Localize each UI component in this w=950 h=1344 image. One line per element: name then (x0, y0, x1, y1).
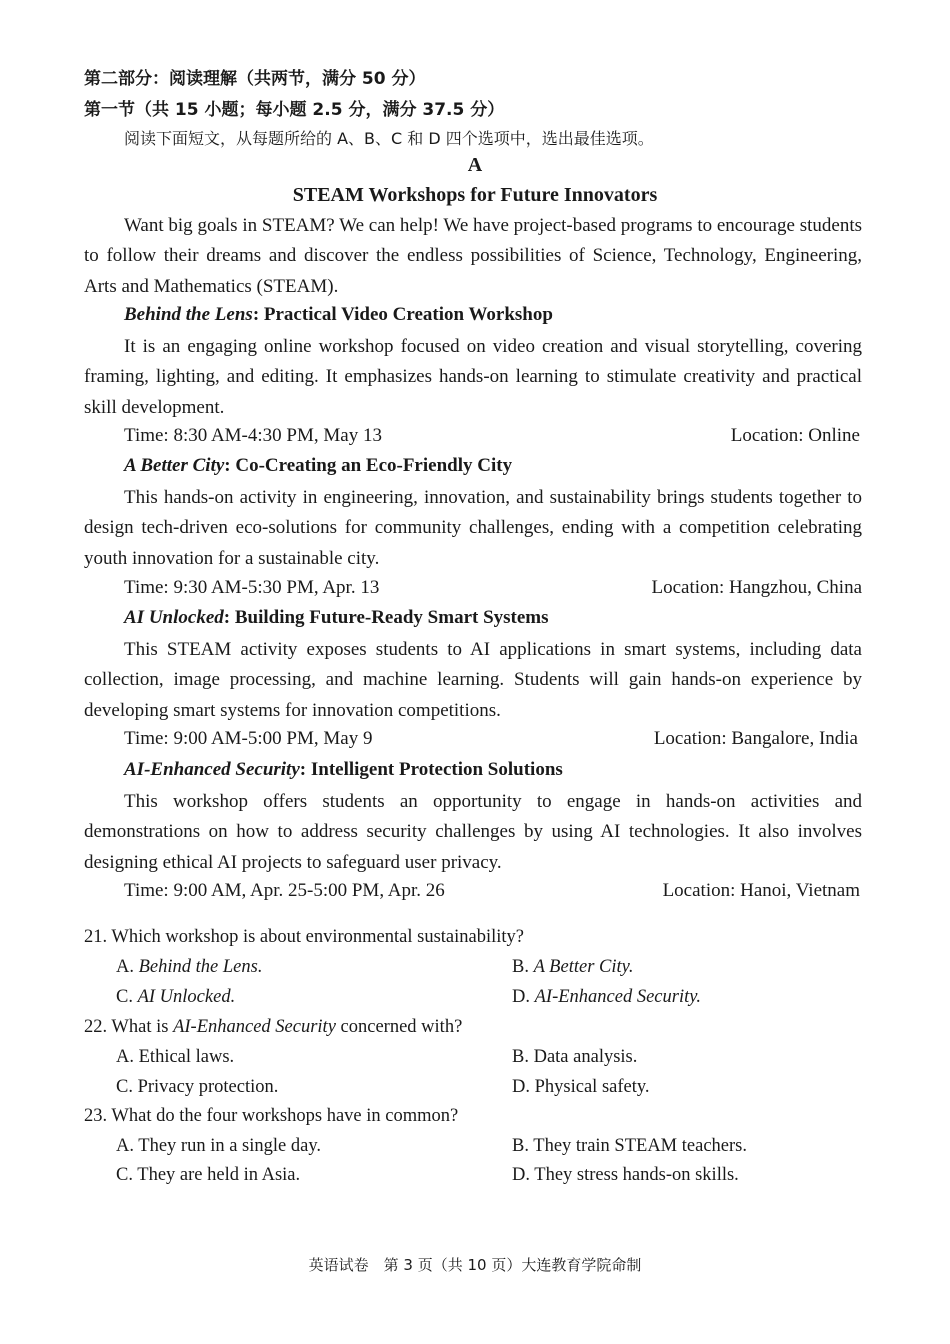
question-21: 21. Which workshop is about environmental sustainability? (84, 927, 524, 947)
workshop-heading-1 (124, 304, 553, 326)
instruction-text: 阅读下面短文，从每题所给的 A、B、C 和 D 四个选项中，选出最佳选项。 (124, 129, 654, 148)
workshop-name-1: Behind the Lens (124, 304, 253, 325)
question-23-option-d[interactable]: D. They stress hands-on skills. (512, 1165, 739, 1185)
question-23-option-a[interactable]: A. They run in a single day. (116, 1136, 322, 1156)
workshop-name-2: A Better City (124, 455, 225, 476)
workshop-name-3: AI Unlocked (124, 607, 224, 628)
workshop-location-2: Location: Hangzhou, China (651, 577, 862, 598)
page-footer: 英语试卷 第 3 页（共 10 页）大连教育学院命制 (308, 1256, 642, 1274)
section-heading: 第一节（共 15 小题；每小题 2.5 分，满分 37.5 分） (84, 100, 505, 120)
question-23: 23. What do the four workshops have in common? (84, 1106, 459, 1126)
passage-letter: A (467, 154, 483, 176)
question-22-option-d[interactable]: D. Physical safety. (512, 1077, 650, 1097)
workshop-description-3 (84, 635, 862, 726)
workshop-heading-2 (124, 455, 512, 477)
intro-paragraph (84, 211, 862, 302)
intro-text: Want big goals in STEAM? We can help! We have project-based programs to encourage students to follow their dreams and discover the endless possibilities of Science, Technology, Engineering, Arts and Mathematics (STEAM). (84, 215, 862, 297)
workshop-time-1: Time: 8:30 AM-4:30 PM, May 13 (124, 425, 382, 446)
part-heading: 第二部分：阅读理解（共两节，满分 50 分） (84, 69, 426, 89)
workshop-subtitle-4: : Intelligent Protection Solutions (299, 759, 563, 780)
question-23-option-b[interactable]: B. They train STEAM teachers. (512, 1136, 747, 1156)
question-21-option-a[interactable]: A. Behind the Lens. (116, 957, 263, 977)
workshop-description-text-2: This hands-on activity in engineering, innovation, and sustainability brings students together to design tech-driven eco-solutions for community challenges, ending with a competition celebrating youth innovation for a sustainable city. (84, 487, 862, 569)
workshop-location-4: Location: Hanoi, Vietnam (662, 880, 860, 901)
workshop-location-3: Location: Bangalore, India (653, 728, 858, 749)
question-21-option-c[interactable]: C. AI Unlocked. (116, 987, 236, 1007)
workshop-subtitle-3: : Building Future-Ready Smart Systems (223, 607, 549, 628)
workshop-description-2 (84, 483, 862, 574)
workshop-heading-3 (124, 607, 549, 629)
passage-title: STEAM Workshops for Future Innovators (292, 184, 658, 206)
workshop-description-text-1: It is an engaging online workshop focused on video creation and visual storytelling, covering framing, lighting, and editing. It emphasizes hands-on learning to stimulate creativity and practical skill development. (84, 336, 862, 418)
workshop-subtitle-2: : Co-Creating an Eco-Friendly City (224, 455, 513, 476)
question-22-option-b[interactable]: B. Data analysis. (512, 1047, 638, 1067)
question-22-option-c[interactable]: C. Privacy protection. (116, 1077, 279, 1097)
workshop-description-4 (84, 787, 862, 878)
workshop-location-1: Location: Online (730, 425, 860, 446)
workshop-description-text-3: This STEAM activity exposes students to AI applications in smart systems, including data collection, image processing, and machine learning. Students will gain hands-on experience by developing smart systems for innovation competitions. (84, 639, 862, 721)
question-23-option-c[interactable]: C. They are held in Asia. (116, 1165, 301, 1185)
workshop-name-4: AI-Enhanced Security (124, 759, 300, 780)
question-22: 22. What is AI-Enhanced Security concerned with? (84, 1017, 463, 1037)
workshop-time-4: Time: 9:00 AM, Apr. 25-5:00 PM, Apr. 26 (124, 880, 445, 901)
workshop-heading-4 (124, 759, 563, 781)
workshop-time-3: Time: 9:00 AM-5:00 PM, May 9 (124, 728, 373, 749)
workshop-description-text-4: This workshop offers students an opportunity to engage in hands-on activities and demonstrations on how to address security challenges by using AI technologies. It also involves designing ethical AI projects to safeguard user privacy. (84, 791, 862, 873)
question-21-option-b[interactable]: B. A Better City. (512, 957, 634, 977)
question-21-option-d[interactable]: D. AI-Enhanced Security. (512, 987, 702, 1007)
workshop-time-2: Time: 9:30 AM-5:30 PM, Apr. 13 (124, 577, 380, 598)
workshop-description-1 (84, 332, 862, 423)
workshop-subtitle-1: : Practical Video Creation Workshop (252, 304, 553, 325)
question-22-option-a[interactable]: A. Ethical laws. (116, 1047, 235, 1067)
